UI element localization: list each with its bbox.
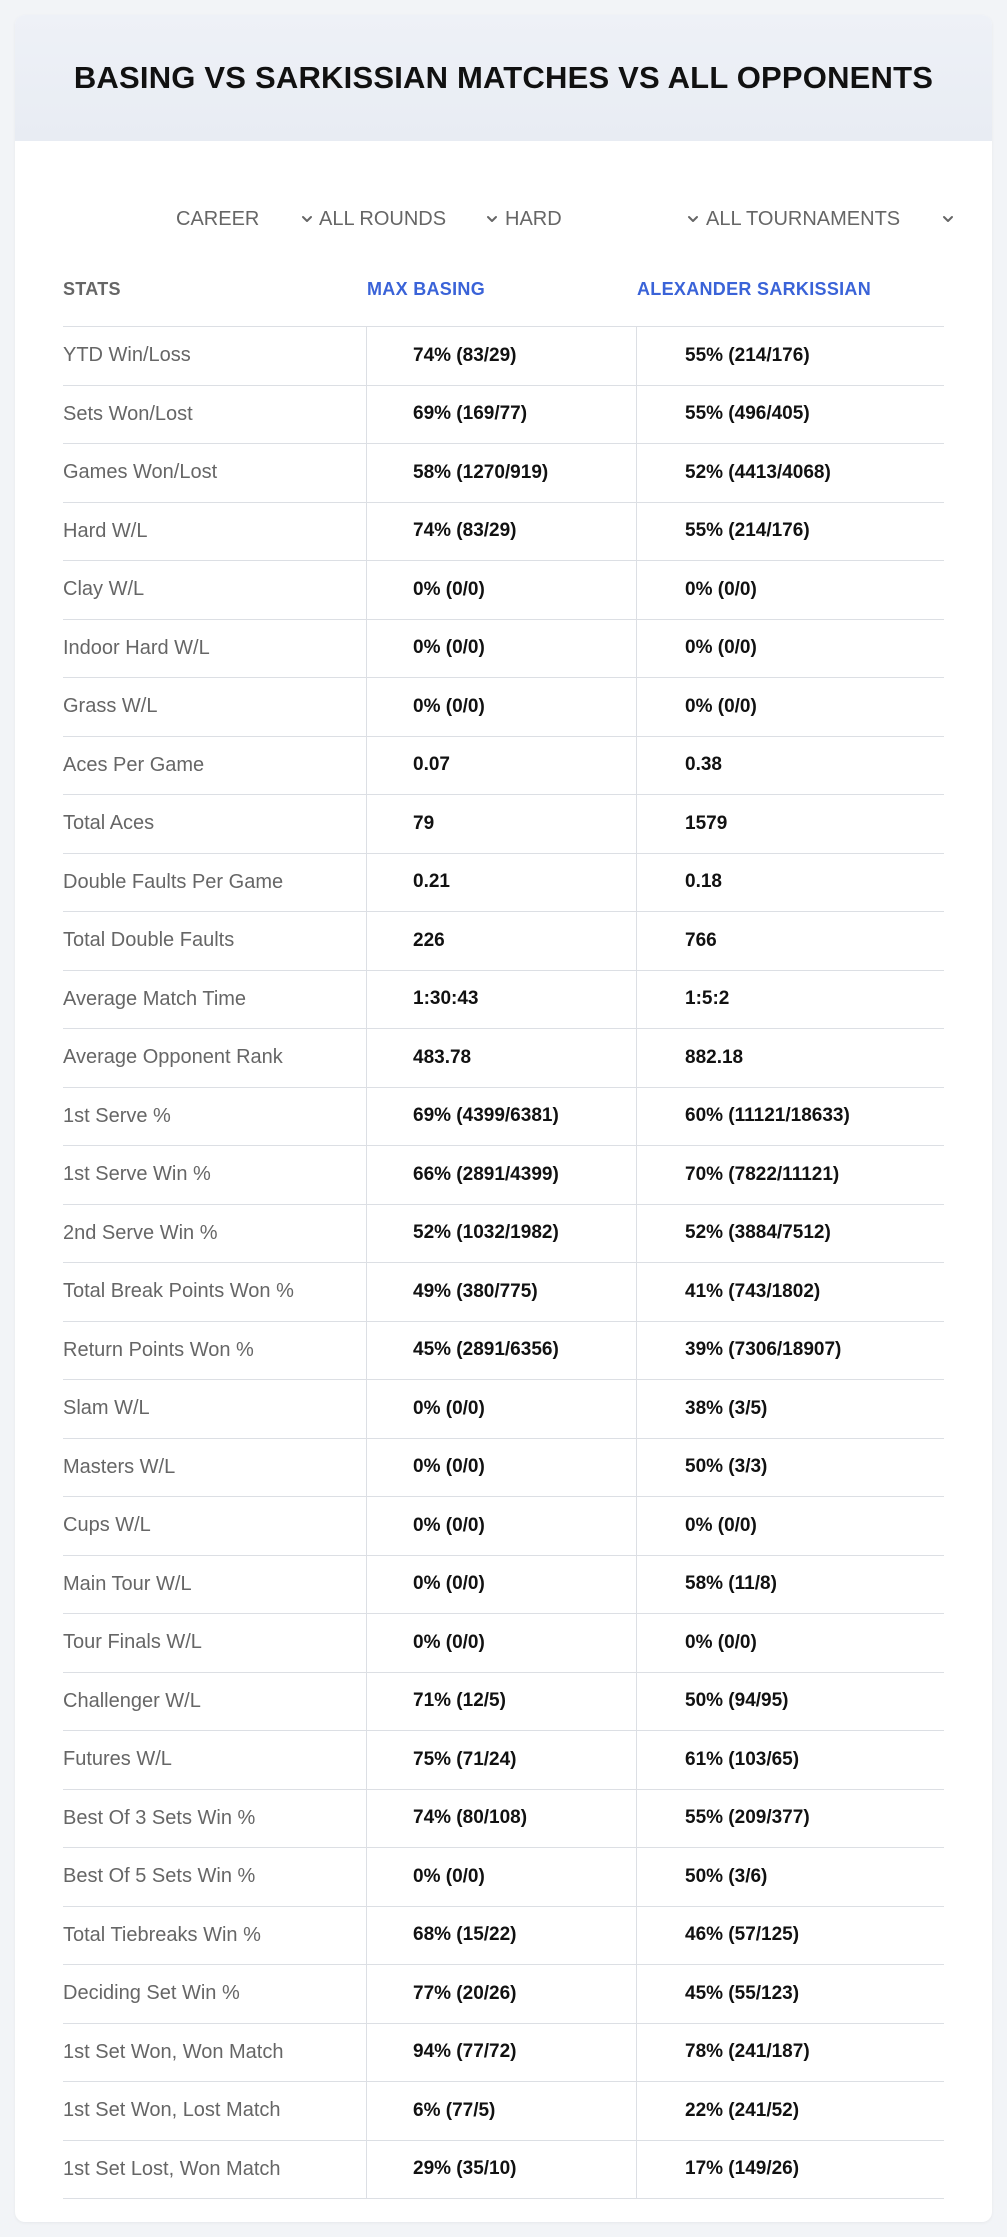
player2-stat-value: 70% (7822/11121): [685, 1163, 840, 1185]
table-header: [63, 253, 944, 327]
chevron-down-icon: [486, 213, 498, 225]
stat-label: Slam W/L: [63, 1380, 367, 1438]
player1-stat-value: 0% (0/0): [367, 1380, 637, 1438]
stat-label: Cups W/L: [63, 1497, 367, 1555]
table-row: [63, 1205, 944, 1264]
table-row: [63, 1965, 944, 2024]
player1-stat-value: 69% (4399/6381): [367, 1088, 637, 1146]
stats-column-header: STATS: [63, 279, 121, 299]
player1-stat-value: 77% (20/26): [367, 1965, 637, 2023]
player2-stat-value: 50% (94/95): [685, 1690, 789, 1712]
player2-stat-value: 55% (214/176): [685, 344, 810, 366]
player1-stat-value: 68% (15/22): [367, 1907, 637, 1965]
player1-column-header[interactable]: MAX BASING: [367, 279, 486, 299]
player2-stat-value: 17% (149/26): [685, 2158, 800, 2180]
stat-label: Hard W/L: [63, 503, 367, 561]
chevron-down-icon: [942, 213, 954, 225]
stat-label: Games Won/Lost: [63, 444, 367, 502]
player2-column-header[interactable]: ALEXANDER SARKISSIAN: [637, 279, 872, 299]
stat-label: 1st Serve %: [63, 1088, 367, 1146]
stats-table: [63, 253, 944, 2199]
stat-label: Grass W/L: [63, 678, 367, 736]
stat-label: Total Tiebreaks Win %: [63, 1907, 367, 1965]
player1-stat-value: 0% (0/0): [367, 1614, 637, 1672]
table-row: [63, 1497, 944, 1556]
stat-label: Futures W/L: [63, 1731, 367, 1789]
stat-label: 1st Set Won, Lost Match: [63, 2082, 367, 2140]
player1-stat-value: 52% (1032/1982): [367, 1205, 637, 1263]
stat-label: Average Opponent Rank: [63, 1029, 367, 1087]
table-row: [63, 1731, 944, 1790]
player1-stat-value: 58% (1270/919): [367, 444, 637, 502]
player2-stat-value: 58% (11/8): [685, 1573, 777, 1595]
stats-card: [15, 15, 992, 2222]
rounds-filter-dropdown[interactable]: [319, 191, 498, 247]
player2-stat-value: 78% (241/187): [685, 2041, 810, 2063]
table-row: [63, 561, 944, 620]
career-filter-dropdown[interactable]: [176, 191, 313, 247]
player1-stat-value: 0% (0/0): [367, 1848, 637, 1906]
player1-stat-value: 0.07: [367, 737, 637, 795]
player1-stat-value: 1:30:43: [367, 971, 637, 1029]
table-row: [63, 1029, 944, 1088]
table-row: [63, 2082, 944, 2141]
player2-stat-value: 61% (103/65): [685, 1748, 800, 1770]
player1-stat-value: 0% (0/0): [367, 1439, 637, 1497]
stat-label: Average Match Time: [63, 971, 367, 1029]
player2-stat-value: 55% (496/405): [685, 403, 810, 425]
table-row: [63, 386, 944, 445]
table-row: [63, 971, 944, 1030]
player1-stat-value: 483.78: [367, 1029, 637, 1087]
table-row: [63, 2024, 944, 2083]
page-header: [15, 15, 992, 141]
stat-label: Deciding Set Win %: [63, 1965, 367, 2023]
stat-label: Return Points Won %: [63, 1322, 367, 1380]
player1-stat-value: 29% (35/10): [367, 2141, 637, 2199]
stat-label: Total Double Faults: [63, 912, 367, 970]
player2-stat-value: 0% (0/0): [685, 695, 757, 717]
player2-stat-value: 55% (209/377): [685, 1807, 810, 1829]
stat-label: Masters W/L: [63, 1439, 367, 1497]
player2-stat-value: 882.18: [685, 1046, 744, 1068]
player2-stat-value: 60% (11121/18633): [685, 1105, 850, 1127]
rounds-filter-label: ALL ROUNDS: [319, 207, 447, 230]
table-row: [63, 912, 944, 971]
player1-stat-value: 0% (0/0): [367, 561, 637, 619]
table-row: [63, 620, 944, 679]
stat-label: Best Of 3 Sets Win %: [63, 1790, 367, 1848]
table-row: [63, 327, 944, 386]
stat-label: Main Tour W/L: [63, 1556, 367, 1614]
player2-stat-value: 52% (3884/7512): [685, 1222, 831, 1244]
table-row: [63, 795, 944, 854]
stat-label: Total Aces: [63, 795, 367, 853]
player1-stat-value: 0% (0/0): [367, 1556, 637, 1614]
chevron-down-icon: [301, 213, 313, 225]
player2-stat-value: 52% (4413/4068): [685, 461, 831, 483]
table-row: [63, 1673, 944, 1732]
player1-stat-value: 69% (169/77): [367, 386, 637, 444]
player1-stat-value: 74% (83/29): [367, 503, 637, 561]
stat-label: Challenger W/L: [63, 1673, 367, 1731]
chevron-down-icon: [687, 213, 699, 225]
player1-stat-value: 0% (0/0): [367, 678, 637, 736]
tournaments-filter-label: ALL TOURNAMENTS: [706, 207, 901, 230]
surface-filter-label: HARD: [505, 207, 562, 230]
player1-stat-value: 74% (80/108): [367, 1790, 637, 1848]
player2-stat-value: 0% (0/0): [685, 578, 757, 600]
stat-label: 1st Set Won, Won Match: [63, 2024, 367, 2082]
player2-stat-value: 50% (3/6): [685, 1865, 768, 1887]
stat-label: Best Of 5 Sets Win %: [63, 1848, 367, 1906]
player2-stat-value: 0% (0/0): [685, 1514, 757, 1536]
player1-stat-value: 6% (77/5): [367, 2082, 637, 2140]
player1-stat-value: 79: [367, 795, 637, 853]
table-row: [63, 1907, 944, 1966]
stat-label: Sets Won/Lost: [63, 386, 367, 444]
career-filter-label: CAREER: [176, 207, 260, 230]
table-row: [63, 1848, 944, 1907]
table-row: [63, 737, 944, 796]
stat-label: Tour Finals W/L: [63, 1614, 367, 1672]
player1-stat-value: 49% (380/775): [367, 1263, 637, 1321]
player1-stat-value: 226: [367, 912, 637, 970]
stat-label: 1st Set Lost, Won Match: [63, 2141, 367, 2199]
stat-label: Clay W/L: [63, 561, 367, 619]
table-row: [63, 1614, 944, 1673]
table-row: [63, 1146, 944, 1205]
player1-stat-value: 66% (2891/4399): [367, 1146, 637, 1204]
player2-stat-value: 0% (0/0): [685, 637, 757, 659]
table-body: [63, 327, 944, 2199]
player2-stat-value: 50% (3/3): [685, 1456, 768, 1478]
stat-label: Double Faults Per Game: [63, 854, 367, 912]
player2-stat-value: 38% (3/5): [685, 1397, 768, 1419]
surface-filter-dropdown[interactable]: [505, 191, 699, 247]
table-row: [63, 503, 944, 562]
player2-stat-value: 0% (0/0): [685, 1631, 757, 1653]
table-row: [63, 1088, 944, 1147]
table-row: [63, 444, 944, 503]
table-row: [63, 854, 944, 913]
player2-stat-value: 39% (7306/18907): [685, 1339, 842, 1361]
table-row: [63, 1439, 944, 1498]
player2-stat-value: 45% (55/123): [685, 1982, 800, 2004]
player1-stat-value: 71% (12/5): [367, 1673, 637, 1731]
stat-label: Aces Per Game: [63, 737, 367, 795]
stat-label: Indoor Hard W/L: [63, 620, 367, 678]
table-row: [63, 1556, 944, 1615]
table-row: [63, 1263, 944, 1322]
player2-stat-value: 55% (214/176): [685, 520, 810, 542]
filter-bar: [15, 191, 992, 247]
player1-stat-value: 45% (2891/6356): [367, 1322, 637, 1380]
stat-label: 1st Serve Win %: [63, 1146, 367, 1204]
stat-label: 2nd Serve Win %: [63, 1205, 367, 1263]
player2-stat-value: 766: [685, 929, 717, 951]
table-row: [63, 678, 944, 737]
tournaments-filter-dropdown[interactable]: [706, 191, 954, 247]
table-row: [63, 1380, 944, 1439]
player2-stat-value: 46% (57/125): [685, 1924, 800, 1946]
player1-stat-value: 75% (71/24): [367, 1731, 637, 1789]
player2-stat-value: 1579: [685, 812, 728, 834]
player2-stat-value: 0.38: [685, 754, 722, 776]
player1-stat-value: 0% (0/0): [367, 620, 637, 678]
player1-stat-value: 94% (77/72): [367, 2024, 637, 2082]
player2-stat-value: 22% (241/52): [685, 2099, 800, 2121]
stat-label: Total Break Points Won %: [63, 1263, 367, 1321]
player1-stat-value: 0.21: [367, 854, 637, 912]
table-row: [63, 1322, 944, 1381]
table-row: [63, 2141, 944, 2200]
player1-stat-value: 0% (0/0): [367, 1497, 637, 1555]
page-title: BASING VS SARKISSIAN MATCHES VS ALL OPPONENTS: [73, 60, 934, 95]
player1-stat-value: 74% (83/29): [367, 327, 637, 385]
table-row: [63, 1790, 944, 1849]
player2-stat-value: 0.18: [685, 871, 722, 893]
stat-label: YTD Win/Loss: [63, 327, 367, 385]
player2-stat-value: 41% (743/1802): [685, 1280, 821, 1302]
player2-stat-value: 1:5:2: [685, 988, 730, 1010]
